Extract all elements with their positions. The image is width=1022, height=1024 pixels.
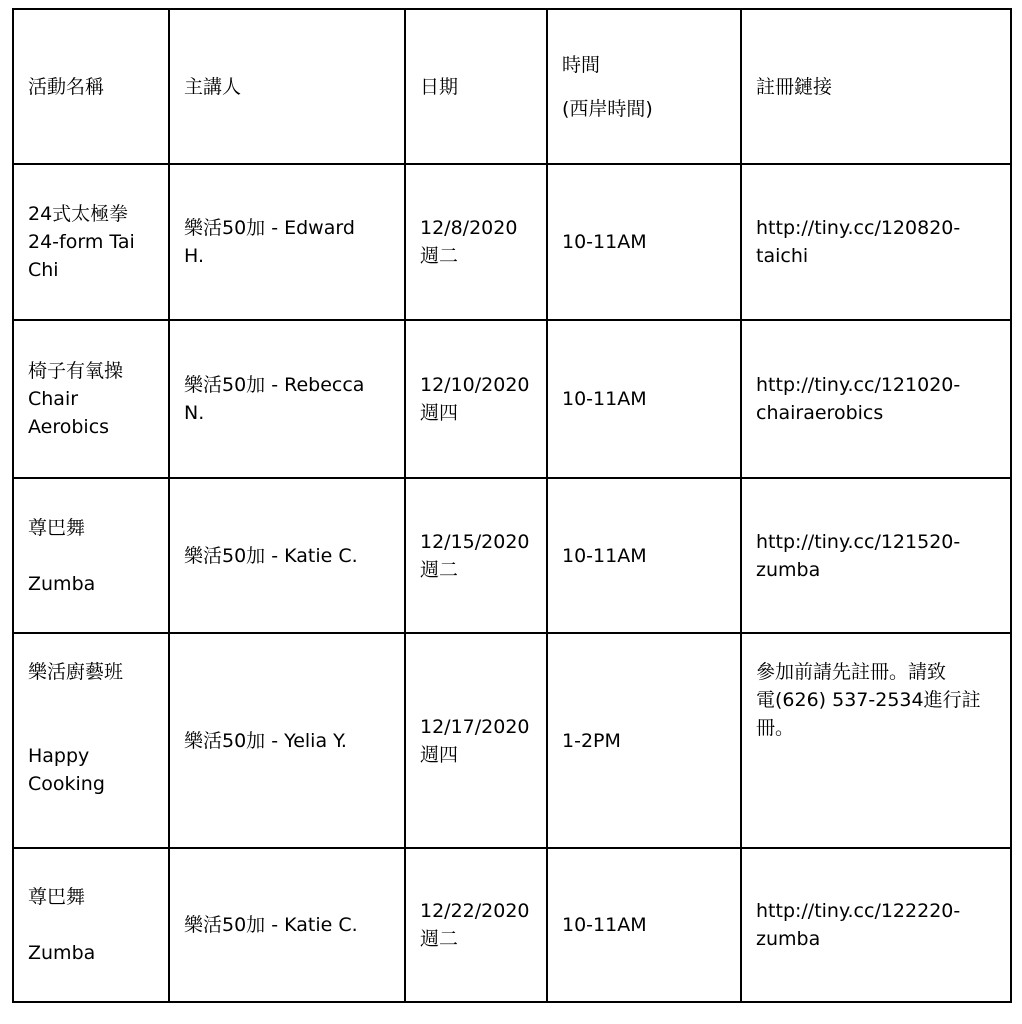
time-cell: 1-2PM [547, 633, 741, 848]
registration-link[interactable]: http://tiny.cc/120820- [756, 217, 961, 239]
date-cell: 12/15/2020 週二 [405, 478, 547, 633]
registration-link[interactable]: http://tiny.cc/121520- [756, 530, 961, 553]
time-cell: 10-11AM [547, 478, 741, 633]
header-time: 時間 (西岸時間) [547, 9, 741, 164]
registration-note-cell [741, 633, 1011, 848]
registration-link-cont[interactable]: chairaerobics [756, 402, 884, 424]
date-cell: 12/10/2020 週四 [405, 320, 547, 478]
time-cell: 10-11AM [547, 320, 741, 478]
activity-cell: 尊巴舞 Zumba [13, 848, 169, 1002]
registration-link[interactable]: http://tiny.cc/122220- [756, 900, 961, 922]
presenter-cell: 樂活50加 - Yelia Y. [169, 633, 405, 848]
header-date: 日期 [405, 9, 547, 164]
date-cell: 12/17/2020 週四 [405, 633, 547, 848]
event-schedule-table [12, 8, 1012, 1003]
table-row [13, 633, 1011, 848]
header-row [13, 9, 1011, 164]
table-row [13, 478, 1011, 633]
registration-link[interactable]: http://tiny.cc/121020- [756, 374, 961, 396]
date-cell: 12/22/2020 週二 [405, 848, 547, 1002]
activity-cell: 樂活廚藝班 Happy Cooking [13, 633, 169, 848]
registration-note-end: 冊。 [756, 717, 795, 739]
presenter-cell: 樂活50加 - Edward H. [169, 164, 405, 320]
registration-link-cell[interactable] [741, 164, 1011, 320]
date-cell: 12/8/2020 週二 [405, 164, 547, 320]
time-cell: 10-11AM [547, 164, 741, 320]
table-row [13, 320, 1011, 478]
activity-cell: 24式太極拳 24-form Tai Chi [13, 164, 169, 320]
registration-link-cell[interactable] [741, 848, 1011, 1002]
registration-link-cell[interactable] [741, 320, 1011, 478]
table-row [13, 164, 1011, 320]
registration-link-cell[interactable] [741, 478, 1011, 633]
time-cell: 10-11AM [547, 848, 741, 1002]
registration-link-cont[interactable]: taichi [756, 245, 809, 267]
header-registration: 註冊鏈接 [741, 9, 1011, 164]
registration-note-phone: 電(626) 537-2534進行註 [756, 689, 981, 711]
registration-note: 參加前請先註冊。請致 [756, 661, 947, 683]
table-row [13, 848, 1011, 1002]
activity-cell: 椅子有氧操 Chair Aerobics [13, 320, 169, 478]
registration-link-cont[interactable]: zumba [756, 928, 821, 950]
presenter-cell: 樂活50加 - Katie C. [169, 478, 405, 633]
presenter-cell: 樂活50加 - Katie C. [169, 848, 405, 1002]
presenter-cell: 樂活50加 - Rebecca N. [169, 320, 405, 478]
registration-link-cont[interactable]: zumba [756, 558, 821, 581]
activity-cell: 尊巴舞 Zumba [13, 478, 169, 633]
header-activity: 活動名稱 [13, 9, 169, 164]
header-presenter: 主講人 [169, 9, 405, 164]
